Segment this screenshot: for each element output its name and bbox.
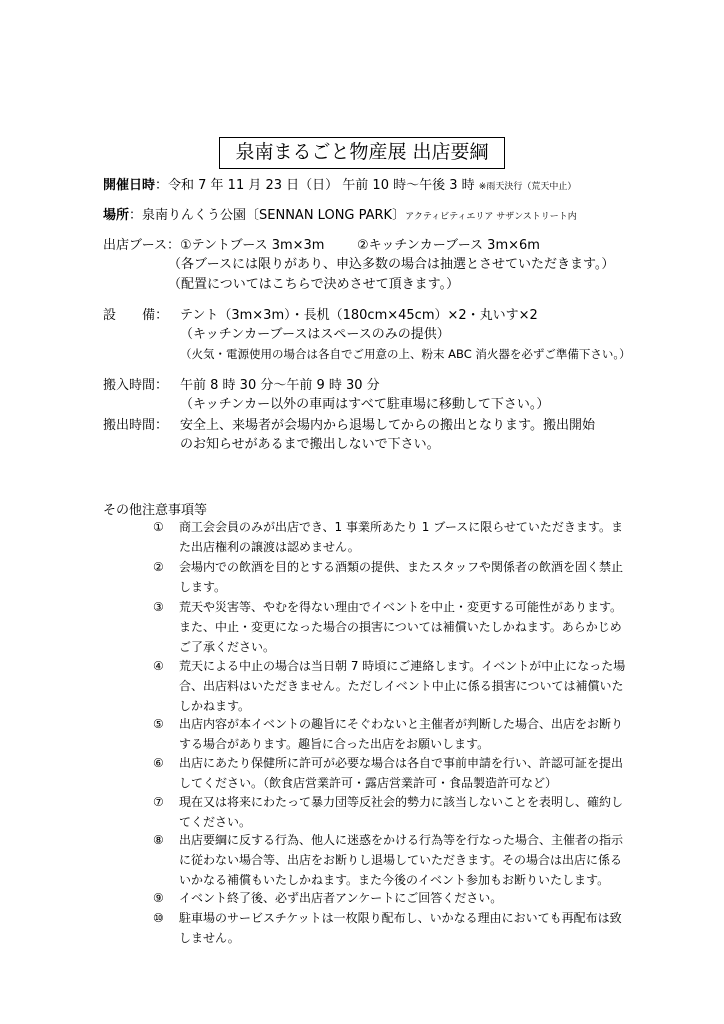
list-item-number: ⑧ xyxy=(153,833,164,847)
list-item-number: ⑨ xyxy=(153,891,164,905)
equipment-note-fire: （火気・電源使用の場合は各自でご用意の上、粉末 ABC 消火器を必ずご準備下さい。） xyxy=(180,347,631,361)
booth-option-tent: ①テントブース 3m×3m xyxy=(180,238,325,253)
list-item-number: ⑥ xyxy=(153,756,164,770)
list-item-number: ⑦ xyxy=(153,795,164,809)
booth-label: 出店ブース： xyxy=(103,238,180,253)
equipment-value: テント（3m×3m）・長机（180cm×45cm）×2・丸いす×2 xyxy=(180,308,538,323)
carry-out-label: 搬出時間： xyxy=(103,418,169,433)
list-item-text: 荒天による中止の場合は当日朝 7 時頃にご連絡します。イベントが中止になった場合、出店料はいただきません。ただしイベント中止に係る損害については補償いたしかねます。 xyxy=(179,659,626,713)
booth-note-lottery: （各ブースには限りがあり、申込多数の場合は抽選とさせていただきます。） xyxy=(168,257,615,272)
date-value: ：令和 7 年 11 月 23 日（日） 午前 10 時～午後 3 時 xyxy=(155,178,475,193)
list-item-number: ② xyxy=(153,560,164,574)
list-item-text: 駐車場のサービスチケットは一枚限り配布し、いかなる理由においても再配布は致しません。 xyxy=(179,911,622,945)
venue-value: ：泉南りんくう公園〔SENNAN LONG PARK〕 xyxy=(129,208,406,223)
list-item-number: ⑩ xyxy=(153,911,164,925)
venue-label: 場所 xyxy=(103,208,130,223)
venue-line xyxy=(103,208,577,225)
date-label: 開催日時 xyxy=(103,178,156,193)
date-note: ※雨天決行（荒天中止） xyxy=(478,182,577,192)
carry-in-value: 午前 8 時 30 分～午前 9 時 30 分 xyxy=(180,378,380,393)
venue-detail: アクティビティエリア サザンストリート内 xyxy=(405,212,577,222)
list-item-text: 現在又は将来にわたって暴力団等反社会的勢力に該当しないことを表明し、確約してください。 xyxy=(179,795,624,829)
carry-out-line1: 安全上、来場者が会場内から退場してからの搬出となります。搬出開始 xyxy=(180,418,595,433)
list-item-text: 商工会会員のみが出店でき、1 事業所あたり 1 ブースに限らせていただきます。また出店権利の譲渡は認めません。 xyxy=(179,520,623,554)
list-item-number: ③ xyxy=(153,600,164,614)
equipment-label: 設 備： xyxy=(103,308,169,323)
list-item-number: ④ xyxy=(153,659,164,673)
date-line xyxy=(103,178,576,195)
booth-option-kitchen-car: ②キッチンカーブース 3m×6m xyxy=(357,238,540,253)
list-item-text: 会場内での飲酒を目的とする酒類の提供、またスタッフや関係者の飲酒を固く禁止します。 xyxy=(179,560,624,594)
list-item-text: 出店内容が本イベントの趣旨にそぐわないと主催者が判断した場合、出店をお断りする場合があります。趣旨に合った出店をお願いします。 xyxy=(179,717,624,751)
carry-in-label: 搬入時間： xyxy=(103,378,169,393)
list-item-text: 荒天や災害等、やむを得ない理由でイベントを中止・変更する可能性があります。また、中止・変更になった場合の損害については補償いたしかねます。あらかじめご了承ください。 xyxy=(179,600,623,654)
list-item-text: 出店にあたり保健所に許可が必要な場合は各自で事前申請を行い、許認可証を提出してください。（飲食店営業許可・露店営業許可・食品製造許可など） xyxy=(179,756,624,790)
carry-in-note: （キッチンカー以外の車両はすべて駐車場に移動して下さい。） xyxy=(180,397,550,412)
document-title: 泉南まるごと物産展 出店要綱 xyxy=(219,137,505,169)
equipment-note-kitchen: （キッチンカーブースはスペースのみの提供） xyxy=(180,327,450,342)
list-item-number: ⑤ xyxy=(153,717,164,731)
list-item-text: 出店要綱に反する行為、他人に迷惑をかける行為等を行なった場合、主催者の指示に従わない場合等、出店をお断りし退場していただきます。その場合は出店に係るいかなる補償もいたしかねます。また今後のイベント参加もお断りいたします。 xyxy=(179,833,624,887)
list-item-number: ① xyxy=(153,520,164,534)
list-item-text: イベント終了後、必ず出店者アンケートにご回答ください。 xyxy=(179,891,503,905)
carry-out-line2: のお知らせがあるまで搬出しないで下さい。 xyxy=(180,437,440,452)
notes-heading: その他注意事項等 xyxy=(103,503,208,518)
booth-note-placement: （配置についてはこちらで決めさせて頂きます。） xyxy=(168,277,460,292)
